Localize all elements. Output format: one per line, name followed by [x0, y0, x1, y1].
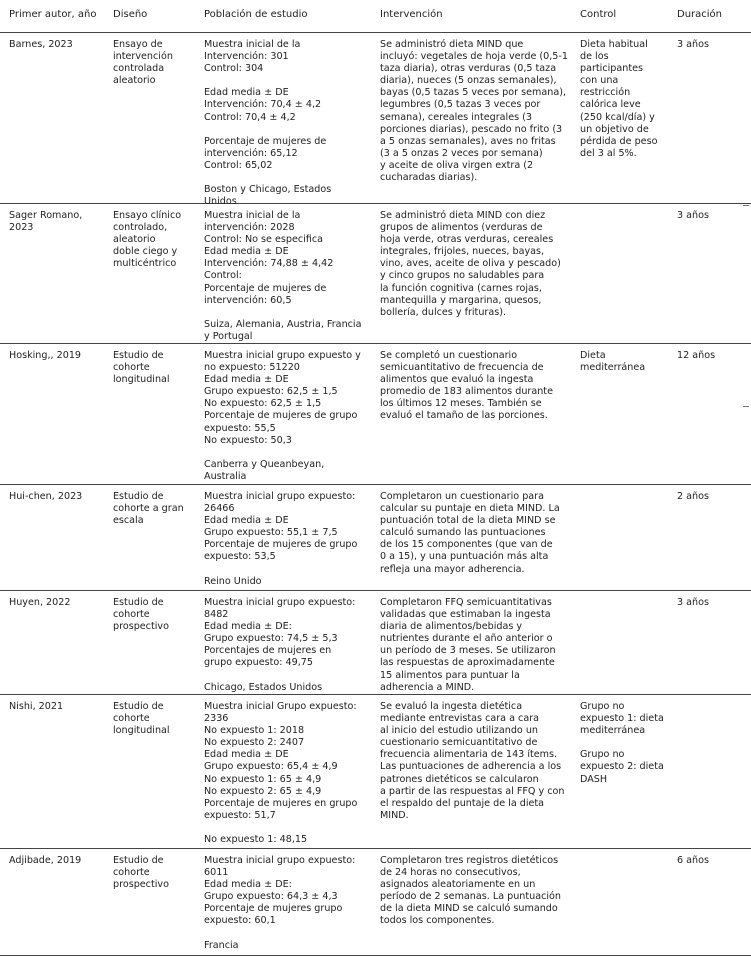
- table-row: [0, 344, 751, 485]
- cell-design: Estudio de cohorte longitudinal: [113, 701, 170, 737]
- cell-author: Nishi, 2021: [9, 701, 64, 712]
- edge-mark: [743, 406, 749, 407]
- cell-control: Dieta mediterránea: [580, 350, 646, 374]
- table-row: [0, 849, 751, 956]
- cell-population: Muestra inicial de la Intervención: 301 Control: 304 Edad media ± DE Intervención: 70,4 ± 4,2 Control: 70,4 ± 4,2 Porcentaje de mujeres de intervención: 65,12 Control: 65,02 Boston y Chicago, Estados Unidos: [204, 39, 332, 208]
- cell-intervention: Se completó un cuestionario semicuantitativo de frecuencia de alimentos que evaluó la ingesta promedio de 183 alimentos durante los últimos 12 meses. También se evaluó el tamaño de las porciones.: [380, 350, 553, 422]
- cell-duration: 3 años: [677, 597, 709, 608]
- cell-population: Muestra inicial grupo expuesto: 6011 Edad media ± DE: Grupo expuesto: 64,3 ± 4,3 Porcentaje de mujeres grupo expuesto: 60,1 Francia: [204, 855, 356, 951]
- cell-design: Estudio de cohorte prospectivo: [113, 597, 169, 633]
- cell-design: Ensayo de intervención controlada aleatorio: [113, 39, 173, 87]
- cell-control: Dieta habitual de los participantes con una restricción calórica leve (250 kcal/día) y un objetivo de pérdida de peso del 3 al 5%.: [580, 39, 658, 159]
- cell-intervention: Completaron tres registros dietéticos de 24 horas no consecutivos, asignados aleatoriamente en un período de 2 semanas. La puntuación de la dieta MIND se calculó sumando todos los componentes.: [380, 855, 561, 927]
- cell-author: Adjibade, 2019: [9, 855, 82, 866]
- cell-design: Estudio de cohorte a gran escala: [113, 491, 184, 527]
- cell-population: Muestra inicial de la intervención: 2028 Control: No se especifica Edad media ± DE Intervención: 74,88 ± 4,42 Control: Porcentaje de mujeres de intervención: 60,5 Suiza, Alemania, Austria, Francia y Portugal: [204, 210, 362, 342]
- cell-design: Estudio de cohorte longitudinal: [113, 350, 170, 386]
- header-duration: Duración: [677, 9, 723, 20]
- cell-duration: 2 años: [677, 491, 709, 502]
- cell-author: Huyen, 2022: [9, 597, 71, 608]
- cell-duration: 6 años: [677, 855, 709, 866]
- header-control: Control: [580, 9, 617, 20]
- cell-control: Grupo no expuesto 1: dieta mediterránea Grupo no expuesto 2: dieta DASH: [580, 701, 664, 785]
- cell-author: Sager Romano, 2023: [9, 210, 83, 234]
- header-intervention: Intervención: [380, 9, 443, 20]
- table-row: [0, 695, 751, 849]
- cell-population: Muestra inicial grupo expuesto: 8482 Edad media ± DE: Grupo expuesto: 74,5 ± 5,3 Porcentajes de mujeres en grupo expuesto: 49,75 Chicago, Estados Unidos: [204, 597, 356, 693]
- table-row: [0, 204, 751, 344]
- cell-duration: 3 años: [677, 39, 709, 50]
- cell-author: Hui-chen, 2023: [9, 491, 83, 502]
- cell-intervention: Completaron FFQ semicuantitativas validadas que estimaban la ingesta diaria de alimentos/bebidas y nutrientes durante el año anterior o un período de 3 meses. Se utilizaron las respuestas de aproximadamente 15 alimentos para puntuar la adherencia a MIND.: [380, 597, 556, 693]
- table-header: [0, 0, 751, 33]
- cell-population: Muestra inicial grupo expuesto: 26466 Edad media ± DE Grupo expuesto: 55,1 ± 7,5 Porcentaje de mujeres de grupo expuesto: 53,5 Reino Unido: [204, 491, 358, 587]
- cell-duration: 12 años: [677, 350, 716, 361]
- cell-intervention: Se administró dieta MIND que incluyó: vegetales de hoja verde (0,5-1 taza diaria), otras verduras (0,5 taza diaria), nueces (5 onzas semanales), bayas (0,5 tazas 5 veces por semana), legumbres (0,5 tazas 3 veces por semana), cereales integrales (3 porciones diarias), pescado no frito (3 a 5 onzas semanales), aves no fritas (3 a 5 onzas 2 veces por semana) y aceite de oliva virgen extra (2 cucharadas diarias).: [380, 39, 568, 184]
- cell-author: Hosking,, 2019: [9, 350, 82, 361]
- table-row: [0, 591, 751, 695]
- cell-design: Estudio de cohorte prospectivo: [113, 855, 169, 891]
- header-author: Primer autor, año: [9, 9, 97, 20]
- cell-population: Muestra inicial Grupo expuesto: 2336 No expuesto 1: 2018 No expuesto 2: 2407 Edad media ± DE Grupo expuesto: 65,4 ± 4,9 No expuesto 1: 65 ± 4,9 No expuesto 2: 65 ± 4,9 Porcentaje de mujeres en grupo expuesto: 51,7 No expuesto 1: 48,15: [204, 701, 358, 846]
- cell-intervention: Completaron un cuestionario para calcular su puntaje en dieta MIND. La puntuación total de la dieta MIND se calculó sumando las puntuaciones de los 15 componentes (que van de 0 a 15), y una puntuación más alta refleja una mayor adherencia.: [380, 491, 560, 575]
- cell-population: Muestra inicial grupo expuesto y no expuesto: 51220 Edad media ± DE Grupo expuesto: 62,5 ± 1,5 No expuesto: 62,5 ± 1,5 Porcentaje de mujeres de grupo expuesto: 55,5 No expuesto: 50,3 Canberra y Queanbeyan, Australia: [204, 350, 361, 482]
- cell-intervention: Se evaluó la ingesta dietética mediante entrevistas cara a cara al inicio del estudio utilizando un cuestionario semicuantitativo de frecuencia alimentaria de 143 ítems. Las puntuaciones de adherencia a los patrones dietéticos se calcularon a partir de las respuestas al FFQ y con el respaldo del puntaje de la dieta MIND.: [380, 701, 565, 821]
- cell-duration: 3 años: [677, 210, 709, 221]
- cell-author: Barnes, 2023: [9, 39, 73, 50]
- cell-design: Ensayo clínico controlado, aleatorio doble ciego y multicéntrico: [113, 210, 182, 270]
- table-row: [0, 485, 751, 591]
- header-population: Población de estudio: [204, 9, 308, 20]
- cell-intervention: Se administró dieta MIND con diez grupos de alimentos (verduras de hoja verde, otras verduras, cereales integrales, frijoles, nueces, bayas, vino, aves, aceite de oliva y pescado) y cinco grupos no saludables para la función cognitiva (carnes rojas, mantequilla y margarina, quesos, bollería, dulces y frituras).: [380, 210, 561, 318]
- table-row: [0, 33, 751, 208]
- header-design: Diseño: [113, 9, 148, 20]
